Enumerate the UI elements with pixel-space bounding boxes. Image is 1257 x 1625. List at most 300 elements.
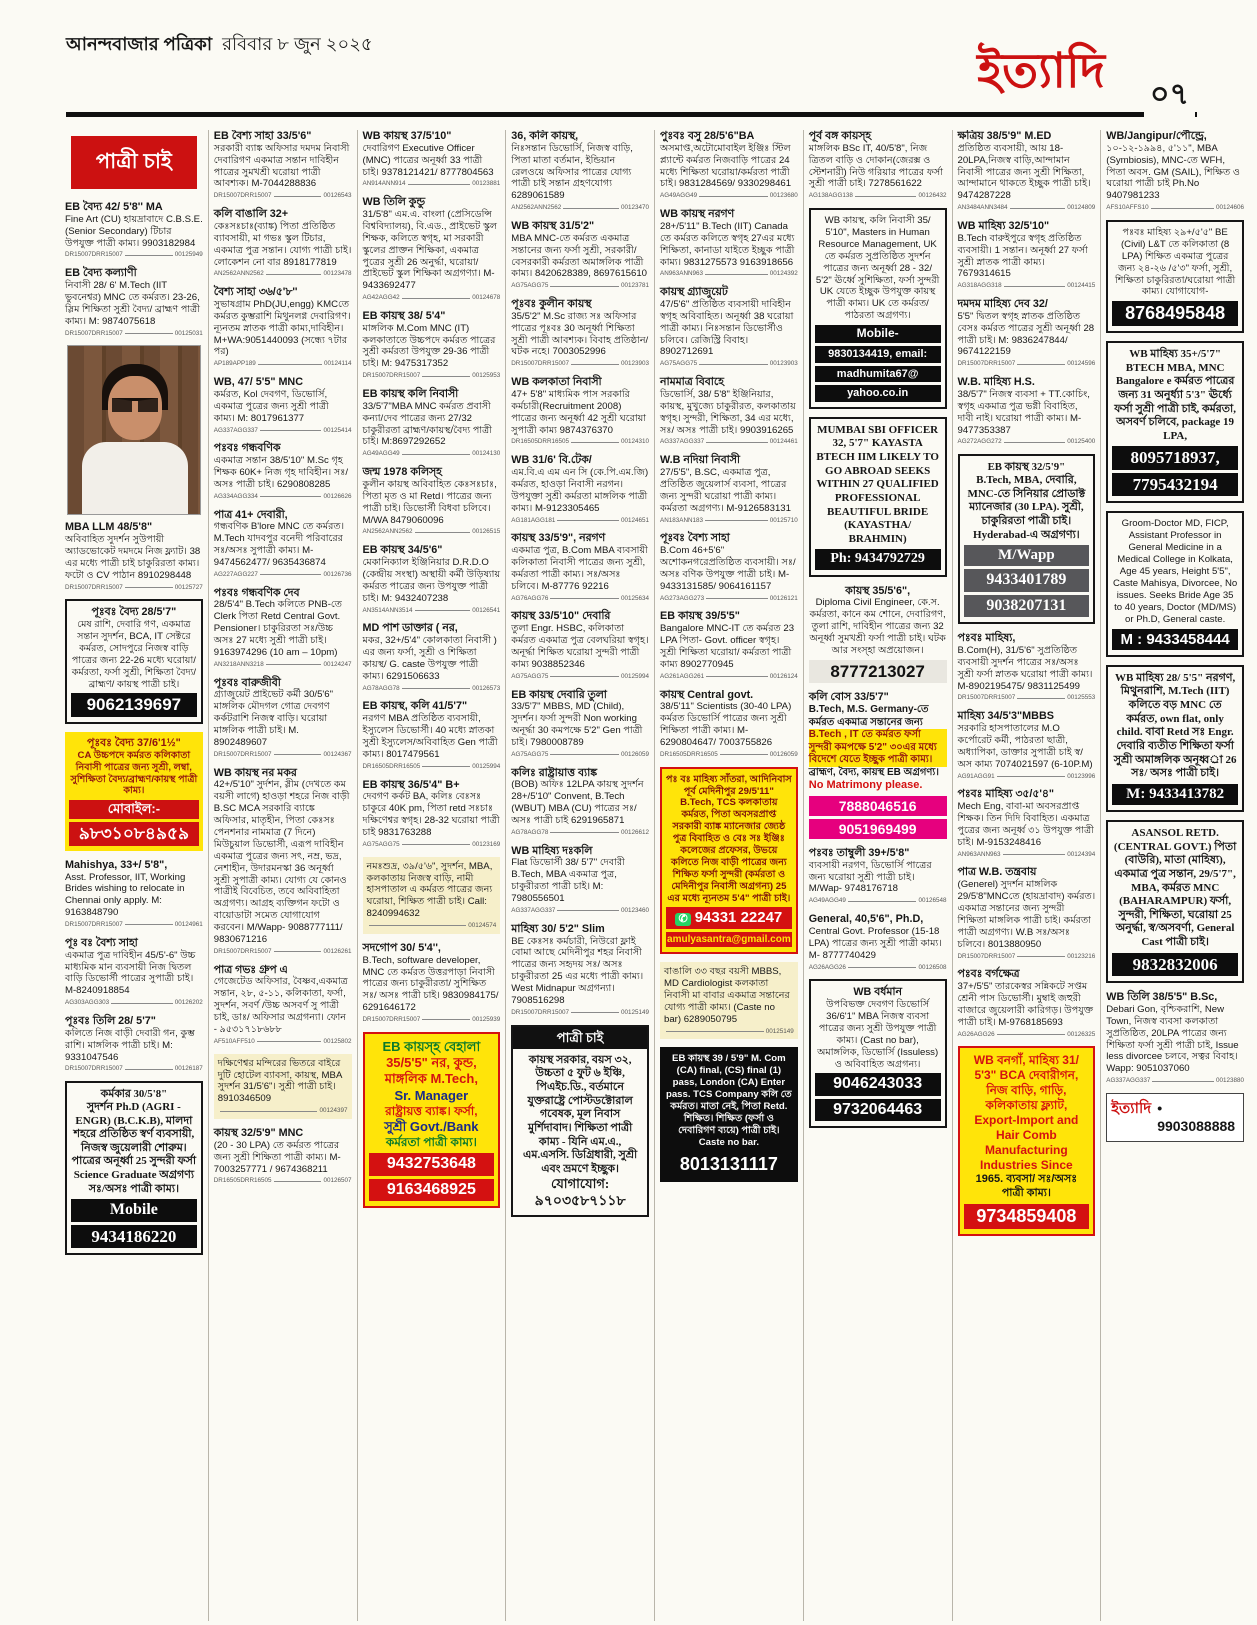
- phone-bar: [1112, 629, 1238, 650]
- phone-bar: [664, 1152, 794, 1177]
- classified-ad: [660, 767, 798, 955]
- ref-code: DR16505DRR16505: [362, 762, 421, 770]
- ad-body: Fine Art (CU) হায়দ্রাবাদে C.B.S.E. (Senior Secondary) টিচার উপযুক্ত পাত্রী কাম্য। 9903182984: [65, 213, 203, 249]
- ad-ref: [65, 999, 203, 1007]
- ref-rule: [422, 766, 470, 767]
- ref-number: 00125710: [769, 516, 798, 524]
- ad-body: পঃ বঃ মাহিষ্য সাঁতরা, আদিনিবাস পূর্ব মেদিনীপুর 29/5'11" B.Tech, TCS কলকাতায় কর্মরত, পিতা অবসরপ্রাপ্ত সরকারী ব্যাঙ্ক ম্যানেজার জ্যেষ্ঠ পুত্র বিবাহিত ও বেঃ সঃ ইঞ্জিঃ কলেজের প্রফেসর, উভয়ে কলিতে নিজ বাড়ী পাত্রের জন্য শিক্ষিত ফর্সা সুন্দরী (কর্মরতা ও মেদিনীপুর নিবাসী অগ্রগন্য) 25 এর মধ্যে ন্যূনতম 5'4" পাত্রী চাই।: [666, 773, 792, 904]
- classified-ad: [809, 691, 947, 839]
- phone-bar: [666, 907, 792, 928]
- ref-rule: [415, 532, 471, 533]
- classified-ad: [214, 677, 352, 759]
- ad-body: 38/5'11" Scientists (30-40 LPA) কর্মরত ডিভোর্সি পাত্রের জন্য সুশ্রী শিক্ষিতা পাত্রী কাম্য। M- 6290804647/ 7003755826: [660, 701, 792, 748]
- ref-rule: [1017, 364, 1065, 365]
- ad-ref: [363, 294, 501, 302]
- ad-line: 1965. ব্যবসা/ সঃ/অসঃ: [975, 1173, 1078, 1186]
- ad-title: কায়স্থ 33/5'9", নরগণ: [511, 532, 606, 545]
- ad-title: কলি বাঙালি 32+: [213, 208, 289, 221]
- ad-title: নামমাত্র বিবাহে: [660, 376, 724, 389]
- ref-rule: [706, 598, 768, 599]
- ad-title: EB কায়স্থ কলি নিবাসী: [362, 388, 459, 401]
- ref-code: DR15007DRR15007: [511, 1008, 570, 1016]
- ref-rule: [266, 274, 322, 275]
- classified-ad: [1106, 991, 1244, 1085]
- ad-title: WB মাহিষ্য দঃকলি: [511, 844, 593, 857]
- ad-ref: [214, 493, 352, 501]
- shirt: [82, 442, 188, 514]
- ref-code: DR15007DRR15007: [65, 251, 123, 259]
- ref-code: DR15007DRR15007: [65, 1065, 123, 1073]
- ref-number: 00124574: [468, 922, 497, 930]
- issue-date: রবিবার ৮ জুন ২০২৫: [222, 34, 373, 54]
- ref-rule: [1152, 1081, 1214, 1082]
- ad-ref: [511, 438, 649, 446]
- ref-code: AG49AGG49: [660, 192, 698, 200]
- ad-ref: [660, 517, 798, 525]
- ad-title: WB, 47/ 5'5" MNC: [213, 376, 304, 389]
- ad-title: WB তিলি কুন্ডু: [362, 196, 425, 209]
- ref-code: AN3514ANN3514: [362, 606, 413, 614]
- classified-ad: [214, 587, 352, 669]
- ad-line: ৯৭০৩৫৮৭১১৮: [534, 1193, 626, 1209]
- ref-rule: [557, 520, 619, 521]
- ref-code: AG273AGG273: [660, 594, 705, 602]
- phone-bar: [369, 1179, 495, 1201]
- ad-title: মাহিষ্য 34/5'3"MBBS: [957, 710, 1054, 723]
- ref-rule: [125, 924, 173, 925]
- ref-rule: [550, 832, 619, 833]
- ad-title: Mahishya, 33+/ 5'8",: [65, 858, 168, 871]
- ref-rule: [274, 951, 322, 952]
- ref-number: 00126202: [174, 999, 203, 1007]
- ad-body: তুলা Engr. HSBC, কলিকাতা কর্মরত একমাত্র পুত্র বেলঘরিয়া স্বগৃহ। অনূর্দ্ধা শিক্ষিত ঘরোয়া সুন্দরী পাত্রী কাম্য 9038852346: [511, 623, 649, 670]
- ad-title: EB কায়স্থ 34/5'6": [362, 544, 443, 557]
- ref-number: 00126543: [323, 192, 352, 200]
- ad-line: B.Tech , IT তে কর্মরত ফর্সা সুন্দরী কমপক্ষে 5'2" ৩০এর মধ্যে বিদেশে যেতে ইচ্ছুক পাত্রী কাম্য।: [809, 729, 947, 767]
- phone-number: 9038207131: [986, 596, 1067, 614]
- ad-title: কায়স্থ গ্র্যাজুয়েট: [660, 286, 728, 299]
- ref-number: 00125414: [323, 426, 352, 434]
- ref-rule: [705, 274, 768, 275]
- ad-title: জন্ম 1978 কলিস্হ: [362, 466, 442, 479]
- ad-ref: [958, 204, 1096, 212]
- ref-code: AG75AGG75: [511, 750, 549, 758]
- ad-body: 28+/5'11" B.Tech (IIT) Canada তে কর্মরত কলিতে স্বগৃহ 27এর মধ্যে শিক্ষিতা, কানাডা যাইতে ইচ্ছুক পাত্রী কাম্য। 9831275573 9163918656: [660, 220, 795, 268]
- ad-body: নিঃসন্তান ডিভোর্সি, নিজস্ব বাড়ি, পিতা মাতা বর্তমান, ইন্ডিয়ান রেলওয়ে অফিসার পাত্রের যোগ্য পাত্রী চাই সন্তান গ্রহণযোগ্য 6289061589: [511, 142, 633, 202]
- phone-number: amulyasantra@gmail.com: [667, 933, 791, 945]
- ad-line: • 9903088888: [1157, 1100, 1236, 1134]
- ref-number: 00124394: [1067, 850, 1096, 858]
- classified-ad: [1106, 511, 1244, 656]
- ad-line: ব্রাহ্মণ, বৈদ্য, কায়স্থ EB অগ্রগণ্য।: [808, 766, 939, 778]
- phone-number: 8095718937,: [1130, 448, 1220, 468]
- ref-code: AFS10AFFS10: [1106, 204, 1149, 212]
- ref-number: 00126432: [918, 192, 947, 200]
- ref-code: AG49AGG49: [808, 897, 846, 905]
- phone-number: 9830134419, email:: [828, 347, 928, 360]
- classified-ad: [363, 700, 501, 770]
- ref-code: AG42AGG42: [362, 294, 400, 302]
- classified-ad: [1106, 130, 1244, 212]
- classified-ad: [660, 532, 798, 602]
- ref-rule: [848, 901, 917, 902]
- classified-ad: [511, 923, 649, 1017]
- ref-number: 00126059: [769, 750, 798, 758]
- ad-body: ডিভোর্সি, 38/ 5'8" ইঞ্জিনিয়ার, কায়স্থ, মুখুজ্যে চাকুরীরত, কলকাতায় স্বগৃহ। সুন্দরী, শিক্ষিতা, 34 এর মধ্যে, সঃ/ অসঃ পাত্রী চাই। 9903916265: [660, 388, 796, 436]
- ad-ref: [363, 1016, 501, 1024]
- ad-title: WB/Jangipur/পৌন্ড্রে,: [1106, 130, 1207, 142]
- ref-rule: [220, 1111, 318, 1112]
- classified-ad: [511, 767, 649, 837]
- classified-ad: [958, 710, 1096, 780]
- phone-number: 8768495848: [1125, 303, 1226, 324]
- phone-bar: [815, 549, 941, 569]
- ref-number: 00124678: [472, 294, 501, 302]
- phone-bar: [1112, 953, 1238, 977]
- phone-bar: [815, 325, 941, 343]
- ref-code: AG334AGG334: [213, 492, 258, 500]
- phone-bar: [666, 932, 792, 948]
- ref-number: 00125953: [472, 372, 501, 380]
- ref-code: AG303AGG303: [65, 999, 110, 1007]
- ad-body: WB মাহিষ্য 28/ 5'5" নরগণ, মিথুনরাশি, M.Tech (IIT) কলিতে বড় MNC তে কর্মরত, own flat, only child. বাবা Retd সঃ Engr. দেবারি ব্যতীত শিক্ষিতা ফর্সা সুশ্রী অমাঙ্গলিক অনূধ্বর্া 26 সঃ/ অসঃ পাত্রী চাই।: [1113, 671, 1237, 780]
- ref-rule: [1004, 286, 1066, 287]
- ref-number: 00124961: [174, 921, 203, 929]
- ad-line: কর্মরতা পাত্রী কাম্য।: [385, 1135, 477, 1150]
- ad-ref: [214, 360, 352, 368]
- phone-bar: [815, 346, 941, 363]
- phone-number: 9062139697: [86, 695, 182, 715]
- classified-ad: [660, 454, 798, 524]
- column-4: [505, 130, 654, 1621]
- ad-title: পূঃবঃ বৈদ্য 37/6'1½": [87, 737, 181, 750]
- ad-body: 47+ 5'8" মাধ্যমিক পাস সরকারি কর্মচারী(Recruitment 2008) পাত্রের জন্য অনূর্ধ্বা 42 সুশ্রী ঘরোয়া সুপাত্রী কাম্য 9874376370: [511, 388, 647, 436]
- ref-code: AG181AGG181: [511, 516, 556, 524]
- ad-title: EB বৈদ্য 42/ 5'8'' MA: [65, 201, 163, 213]
- ad-ref: [511, 595, 649, 603]
- ad-body: B.Tech, MBA, দেবারি, MNC-তে সিনিয়ার প্রোডাক্ট ম্যানেজার (30 LPA). সুশ্রী, চাকুরিরতা পাত্রী চাই। Hyderabad-এ অগ্রগণ্য।: [967, 474, 1086, 541]
- ad-ref: [511, 673, 649, 681]
- ref-code: AG337AGG337: [1106, 1077, 1151, 1085]
- ad-title: EB কায়স্থ, কলি 41/5'7": [362, 700, 468, 713]
- phone-bar: [1112, 784, 1238, 805]
- ref-number: 00125727: [174, 583, 203, 591]
- classified-ad: [214, 1127, 352, 1185]
- ad-body: WB মাহিষ্য 35+/5'7" BTECH MBA, MNC Bangalore e কর্মরত পাত্রের জন্য 31 অনুর্ধ্যা 5'3" ঊর্ধ্যে ফর্সা সুশ্রী পাত্রী চাই, কর্মরতা, অসবর্ণ চলিবে, package 19 LPA,: [1114, 348, 1236, 442]
- ref-code: AG49AGG49: [362, 450, 400, 458]
- ad-ref: [511, 204, 649, 212]
- ad-body: Asst. Professor, IIT, Working Brides wishing to relocate in Chennai only apply. M: 9163848790: [65, 871, 186, 919]
- phone-bar: [71, 1225, 197, 1249]
- ad-title: পূঃবঃ বৈদ্য 28/5'7": [91, 606, 177, 619]
- ad-title: WB কলকাতা নিবাসী: [511, 376, 602, 389]
- ad-body: দেবারিগণ Executive Officer (MNC) পাত্রের অনূর্ধ্বা 33 পাত্রী চাই। 9378121421/ 8777804563: [362, 142, 494, 178]
- ad-body: CA উচ্চপদে কর্মরত কলিকাতা নিবাসী পাত্রের জন্য সুশ্রী, লম্বা, সুশিক্ষিতা বৈদ্য/ব্রাহ্মণ/কায়স্থ পাত্রী কাম্য।: [70, 749, 198, 797]
- phone-bar: [964, 569, 1090, 591]
- classified-ad: [214, 767, 352, 956]
- classified-ad: [511, 689, 649, 759]
- ad-ref: [214, 1038, 352, 1046]
- phone-bar: [71, 1199, 197, 1221]
- ad-ref: [214, 192, 352, 200]
- phone-bar: [815, 1099, 941, 1121]
- ad-title: EB কায়স্থ 39/5'5": [660, 610, 740, 623]
- ad-ref: [958, 1031, 1096, 1039]
- ref-number: 00123169: [472, 840, 501, 848]
- classified-ad: [214, 442, 352, 500]
- ref-rule: [563, 208, 619, 209]
- ad-ref: [958, 360, 1096, 368]
- ad-ref: [363, 372, 501, 380]
- ref-code: AG261AGG261: [660, 672, 705, 680]
- classified-ad: [660, 208, 798, 278]
- masthead-rule: [66, 112, 1197, 117]
- ad-title: সদগোপ 30/ 5'4'',: [362, 941, 441, 954]
- ref-number: 00126612: [620, 828, 649, 836]
- page-number: ০৭: [1144, 70, 1195, 121]
- ad-body: 33/5'7"MBA MNC কর্মরত প্রবাসী কন্যা/দেব পাত্রের জন্য 27/32 চাকুরীরতা ব্রাহ্মণ/কায়স্থ/বৈদ্য পাত্রী চাই। M:8697292652: [362, 400, 492, 448]
- ad-ref: [363, 450, 501, 458]
- ref-rule: [408, 184, 471, 185]
- ad-ref: [65, 251, 203, 259]
- ref-number: 00125400: [1067, 438, 1096, 446]
- ref-rule: [402, 454, 471, 455]
- ref-code: AN2562ANN2562: [213, 270, 264, 278]
- ref-number: 00125149: [620, 1008, 649, 1016]
- ref-number: 00124247: [323, 660, 352, 668]
- ref-code: AN914ANN914: [362, 180, 406, 188]
- ref-code: AN3218ANN3218: [213, 660, 264, 668]
- ad-ref: [958, 438, 1096, 446]
- ad-title: কায়স্থ 32/5'9" MNC: [213, 1126, 304, 1139]
- ref-number: 00124397: [319, 1107, 348, 1115]
- ad-ref: [660, 595, 798, 603]
- ref-code: AF510AFF510: [213, 1037, 255, 1045]
- ref-rule: [848, 967, 917, 968]
- ad-ref: [65, 921, 203, 929]
- ref-number: 00125802: [323, 1037, 352, 1045]
- ref-number: 00124367: [323, 750, 352, 758]
- ad-title: পঃবঃ গন্ধবণিক: [213, 442, 281, 455]
- ad-title: WB বর্ধমান: [853, 986, 902, 999]
- ref-rule: [258, 364, 322, 365]
- ref-number: 00124114: [323, 360, 352, 368]
- ref-rule: [422, 376, 470, 377]
- ref-code: DR16505DRR16505: [511, 438, 570, 446]
- ref-number: 00126626: [323, 492, 352, 500]
- ad-body: 38/5'7" নিজস্ব ব্যবসা + TT.কোচিং, স্বগৃহ একমাত্র পুত্র ভগ্নী বিবাহিত, দাবী নাই। ঘরোয়া পাত্রী কাম্য। M-9477353387: [957, 388, 1090, 436]
- ref-rule: [1017, 956, 1065, 957]
- classified-ad: [809, 847, 947, 905]
- ref-rule: [571, 364, 619, 365]
- ad-ref: [809, 192, 947, 200]
- ref-code: DR15007DRR15007: [65, 583, 123, 591]
- ref-code: AN183ANN183: [660, 516, 704, 524]
- phone-number: 7888046516: [838, 797, 917, 814]
- ref-rule: [125, 1069, 173, 1070]
- phone-number: 9051969499: [838, 820, 917, 837]
- ref-number: 00126541: [472, 606, 501, 614]
- ref-code: AN2562ANN2562: [511, 204, 562, 212]
- classified-ad: [214, 130, 352, 200]
- ad-title: MD পাশ ডাক্তার ( নর,: [362, 622, 458, 635]
- ad-title: দমদম মাহিষ্য দেব 32/: [957, 298, 1048, 311]
- ad-ref: [958, 282, 1096, 290]
- ref-rule: [125, 255, 173, 256]
- ref-code: AN3484ANN3484: [957, 204, 1008, 212]
- ad-title: পঃবঃ মাহিষ্য,: [957, 632, 1016, 645]
- ad-ref: [511, 360, 649, 368]
- ref-rule: [550, 754, 619, 755]
- ref-code: DR15007DRR15007: [213, 947, 272, 955]
- ad-body: বাঙালি ৩৩ বছর বয়সী MBBS, MD Cardiologist কলকাতা নিবাসী মা বাবার একমাত্র সন্তানের যোগ্য পাত্রী কাম্য। (Caste no bar) 6289050795: [664, 966, 790, 1025]
- ref-code: AG76AGG76: [511, 594, 549, 602]
- ad-body: কায়স্থ সরকার, বয়স ৩২, উচ্চতা ৫ ফুট ৬ ইঞ্চি, পিএইচ.ডি., বর্তমানে যুক্তরাষ্ট্রে পোস্টডক্টোরাল গবেষক, মূল নিবাস মুর্শিদাবাদ। শিক্ষিতা পাত্রী কাম্য - যিনি এম.এ., এম.এসসি. ডিগ্রিধারী, সুশ্রী এবং ভ্রমণে ইচ্ছুক।: [523, 1053, 638, 1175]
- ad-title: General, 40,5'6", Ph.D,: [808, 913, 924, 926]
- ad-body: পঃবঃ মাহিষ্য ২৯+/৫'৫" BE (Civil) L&T তে কলিকাতা (8 LPA) শিক্ষিত একমাত্র পুত্রের জন্য ২৪-২৬ /৫'৩" ফর্সা, সুশ্রী, শিক্ষিতা চাকুরিরতা/ঘরোয়া পাত্রী কাম্য। যোগাযোগ-: [1115, 226, 1236, 298]
- ad-body: মাঙ্গলিক M.Com MNC (IT) কলকাতাতে উচ্চপদে কর্মরত পাত্রের সুশ্রী কর্মরতা উপযুক্ত 29-36 পাত্রী চাই। M: 9475317352: [362, 322, 496, 370]
- ad-title: কায়স্থ 33/5'10" দেবারি: [511, 610, 611, 623]
- ad-body: ASANSOL RETD. (CENTRAL GOVT.) পিতা (বাউরি), মাতা (মাহিষ্য), একমাত্র পুত্র সন্তান, 29/5'7", MBA, কর্মরত MNC (BAHARAMPUR) ফর্সা, সুন্দরী, শিক্ষিতা, ঘরোয়া 25 অনুর্দ্ধা, স্ব/অসবর্ণা, General Cast পাত্রী চাই।: [1113, 827, 1237, 948]
- classified-ad: [660, 1047, 798, 1182]
- ad-title: W.B. মাহিষ্য H.S.: [957, 376, 1035, 389]
- ref-rule: [720, 754, 768, 755]
- classified-ad: [214, 509, 352, 579]
- ad-body: উপবিভক্ত দেবগণ ডিভোর্সি 36/6'1" MBA নিজস্ব ব্যবসা পাত্রের জন্য সুশ্রী উপযুক্ত পাত্রী কাম্য। (Cast no bar), অমাঙ্গলিক, ডিভোর্সি (Issuless) ও অবিবাহিত অগ্রগন্য।: [817, 999, 939, 1070]
- phone-number: Mobile: [109, 1201, 158, 1219]
- ref-number: 00126507: [323, 1177, 352, 1185]
- ad-line: Hair Comb: [996, 1128, 1057, 1143]
- ad-body: 28/5'4" B.Tech কলিতে PNB-তে Clerk পিতা Retd Central Govt. Pensioner। চাকুরিরতা সঃ/উচ্চ অসঃ 27 মধ্যে সুশ্রী পাত্রী চাই। 9163974296 (10 am – 10pm): [213, 599, 342, 658]
- phone-number: 8013131117: [679, 1153, 778, 1174]
- ad-line: Export-Import and: [974, 1113, 1079, 1128]
- ad-title: 36, কলি কায়স্থ,: [511, 130, 579, 142]
- ref-rule: [571, 1012, 619, 1013]
- ad-ref: [809, 897, 947, 905]
- ad-body: সরকারি হাসপাতালের M.O কর্পোরেট কর্মী, পাঠরতা ছাত্রী, অধ্যাপিকা, ডাক্তার সুপাত্রী চাই স্ব/অস কাম্য 7074021597 (6-10P.M): [957, 722, 1093, 770]
- ad-title: EB কায়স্থ 38/ 5'4": [362, 309, 446, 322]
- phone-bar: [964, 595, 1090, 617]
- ref-rule: [111, 1003, 173, 1004]
- ad-body: কর্মরত, Kol দেবগণ, ডিভোর্সি, একমাত্র পুত্রের জন্য সুশ্রী পাত্রী কাম্য। M: 8017961377: [213, 388, 329, 424]
- ad-title: ক্ষত্রিয় 38/5'9" M.ED: [957, 130, 1052, 142]
- ad-title: WB কায়স্থ 37/5'10": [362, 130, 452, 142]
- classified-ad: [958, 1046, 1096, 1235]
- ad-line: WB বনগাঁ, মাহিষ্য 31/: [973, 1053, 1079, 1068]
- ad-title: MBA LLM 48/5'8": [65, 521, 153, 534]
- ad-body: (Generel) সুদর্শন মাঙ্গলিক 29/5'8"MNCতে (হায়দ্রাবাদ) কর্মরত। একমাত্র সন্তানের জন্য সুন্দরী শিক্ষিতা মাঙ্গলিক পাত্রী চাই। কর্মরতা পাত্রী অগ্রগণ্য। W.B সঃ/অসঃ চলিবে। 8013880950: [957, 879, 1096, 950]
- classified-ad: [363, 857, 501, 934]
- ad-ref: [214, 270, 352, 278]
- ad-ref: [363, 685, 501, 693]
- ref-rule: [550, 286, 619, 287]
- ref-number: 00125994: [472, 762, 501, 770]
- ad-body: EB কায়স্থ 39 / 5'9" M. Com (CA) final, (CS) final (1) pass, London (CA) Enter pass. TCS Company কলি তে কর্মরত। মাতা নেই, পিতা Retd. শিক্ষিত। শিক্ষিত (ফর্সা ও দেবারিগণ ব্যয়ে) পাত্রী চাই। Caste no bar.: [665, 1053, 792, 1148]
- ad-title: পূঃবঃ বৈশ্য সাহা: [660, 532, 730, 545]
- ref-code: AG75AGG75: [511, 672, 549, 680]
- phone-bar: [369, 1153, 495, 1175]
- ref-number: 00124310: [620, 438, 649, 446]
- ad-body: অসমাপ্ত,অটোমোবাইল ইঞ্জিঃ স্টিল প্ল্যান্টে কর্মরত নিজবাড়ি পাত্রের 24 মধ্যে শিক্ষিতা ঘরোয়া/কর্মরতা পাত্রী চাই। 9831284569/ 9330298461: [660, 142, 792, 190]
- ref-rule: [415, 610, 471, 611]
- ad-line: 5'3" BCA দেবারীগন,: [974, 1068, 1079, 1083]
- ad-title: EB বৈশ্য সাহা 33/5'6": [213, 130, 312, 142]
- ad-body: 33/5'7" MBBS, MD (Child), সুদর্শন। ফর্সা সুন্দরী Non working অনূর্দ্ধা 30 কমপক্ষে 5'2" Gen পাত্রী চাই। 7980008789: [511, 701, 643, 748]
- classified-ad: [363, 1032, 501, 1208]
- phone-bar: [1112, 473, 1238, 497]
- phone-bar: [815, 385, 941, 402]
- ref-code: AG75AGG75: [511, 282, 549, 290]
- classified-ad: [660, 689, 798, 759]
- ad-body: কেঃসঃচাঃ(ব্যাঙ্ক) পিতা প্রতিষ্ঠিত ব্যাবসায়ী, মা গভঃ স্কুল টিচার, একমাত্র পুত্র সন্তান। যোগ্য পাত্রী চাই। লোকেশন নো বার 8918177819: [213, 220, 352, 268]
- ad-ref: [65, 330, 203, 338]
- ad-ref: [511, 751, 649, 759]
- classified-ad: [65, 201, 203, 259]
- classified-ad: [511, 130, 649, 212]
- phone-number: yahoo.co.in: [847, 387, 909, 400]
- ref-rule: [855, 196, 917, 197]
- ref-code: AN2562ANN2562: [362, 528, 413, 536]
- ad-title: পাত্র গভঃ গ্রুপ এ: [213, 963, 288, 976]
- ref-number: 00124606: [1215, 204, 1244, 212]
- classified-ad: [958, 220, 1096, 290]
- classified-ad: [363, 310, 501, 380]
- classified-ad: [1106, 341, 1244, 503]
- ref-rule: [260, 574, 322, 575]
- ad-line: Industries Since: [980, 1158, 1073, 1173]
- ad-ref: [214, 751, 352, 759]
- classified-ad: [1106, 665, 1244, 812]
- classified-ad: [363, 779, 501, 849]
- ref-number: 00123781: [620, 282, 649, 290]
- ref-code: AG75AGG75: [362, 840, 400, 848]
- ad-title: WB মাহিষ্য 32/5'10": [957, 219, 1050, 232]
- ad-title: EB কায়স্থ 36/5'4" B+: [362, 778, 460, 791]
- phone-bar: [815, 1073, 941, 1095]
- ad-title: পূঃ বঃ বৈশ্য সাহা: [65, 936, 138, 949]
- classified-ad: [958, 866, 1096, 960]
- ad-title: WB 31/6' বি.টেক/: [511, 454, 592, 467]
- classified-ad: [1106, 220, 1244, 333]
- ad-title: পঃবঃ মাহিষ্য ৩৫/৫'৪": [957, 788, 1055, 801]
- ad-body: মেকানিক্যাল ইঞ্জিনিয়ার D.R.D.O (কেন্দ্রীয় সংস্থা) অস্থায়ী কর্মী উড়িষ্যায় কর্মরত পাত্রের জন্য উপযুক্ত পাত্রী চাই। M: 9432407238: [362, 556, 501, 604]
- classified-ad: [958, 968, 1096, 1038]
- ref-rule: [422, 1019, 470, 1020]
- ad-body: নমঃশুদ্র, ৩৯/৫'৬", সুদর্শন, MBA, কলকাতায় নিজস্ব বাড়ি, নামী হাসপাতাল এ কর্মরত পাত্রের জন্য ঘরোয়া, শিক্ষিত পাত্রী চাই। Call: 8240994632: [366, 860, 493, 920]
- phone-number: 9163468925: [386, 1180, 476, 1198]
- column-3: [357, 130, 506, 1621]
- ad-body: একমাত্র সন্তান 38/5'10" M.Sc গৃহ শিক্ষক 60K+ নিজ গৃহ দাবিহীন। সঃ/অসঃ পাত্রী চাই। 6290808285: [213, 455, 349, 490]
- ad-title: পূঃবঃ বারুজীবী: [213, 676, 281, 689]
- ad-body: নিবাসী 28/ 6' M.Tech (IIT ভুবনেশ্বর) MNC তে কর্মরত। 23-26, স্লিম শিক্ষিতা সুশ্রী বৈদ্য/ ব্রাহ্মণ পাত্রী কাম্য। M: 9874075618: [65, 279, 200, 327]
- ad-ref: [660, 270, 798, 278]
- ref-rule: [1010, 208, 1066, 209]
- ref-number: 00126121: [769, 594, 798, 602]
- phone-number: M : 9433458444: [1120, 630, 1230, 648]
- classified-ad: [65, 859, 203, 929]
- ref-number: 00126515: [472, 528, 501, 536]
- ref-number: 00123478: [323, 270, 352, 278]
- ref-code: AG26AGG26: [808, 963, 846, 971]
- ref-number: 00126187: [174, 1065, 203, 1073]
- phone-number: Mobile-: [856, 326, 899, 341]
- phone-bar: [809, 819, 947, 839]
- ad-body: সরকারী ব্যাঙ্ক অফিসার দমদম নিবাসী দেবারিগণ একমাত্র সন্তান দাবিহীন পাত্রের সুমখশ্রী ঘরোয়া পাত্রী আবশ্যক। M-7044288836: [213, 142, 350, 190]
- ad-line: No Matrimony please.: [808, 779, 923, 792]
- classified-ad: [1106, 820, 1244, 983]
- classified-ad: [958, 632, 1096, 702]
- ref-rule: [666, 1031, 764, 1032]
